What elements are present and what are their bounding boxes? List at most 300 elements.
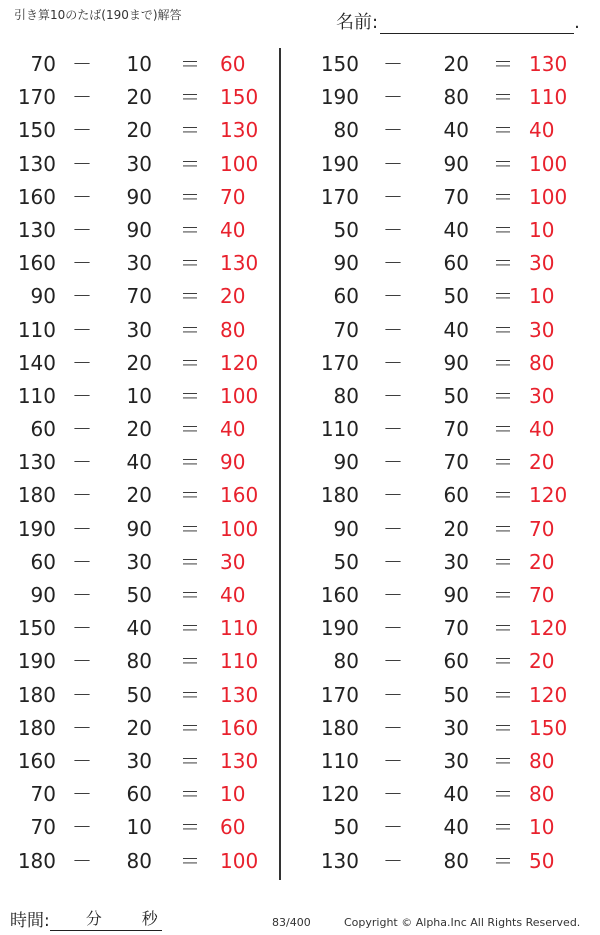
minus-sign: － bbox=[72, 815, 92, 840]
minus-sign: － bbox=[383, 251, 403, 276]
equals-sign: ＝ bbox=[493, 251, 513, 276]
worksheet-title: 引き算10のたば(190まで)解答 bbox=[14, 8, 182, 22]
subtrahend: 80 bbox=[126, 649, 152, 674]
subtrahend: 20 bbox=[126, 417, 152, 442]
minuend: 120 bbox=[320, 782, 359, 807]
equals-sign: ＝ bbox=[180, 616, 200, 641]
equals-sign: ＝ bbox=[180, 483, 200, 508]
equals-sign: ＝ bbox=[493, 616, 513, 641]
subtrahend: 10 bbox=[126, 815, 152, 840]
subtrahend: 80 bbox=[126, 848, 152, 873]
problem-row bbox=[281, 546, 600, 579]
subtrahend: 60 bbox=[443, 649, 469, 674]
minuend: 90 bbox=[30, 284, 56, 309]
problem-row bbox=[281, 280, 600, 313]
problem-row bbox=[0, 247, 279, 280]
minus-sign: － bbox=[72, 848, 92, 873]
subtrahend: 20 bbox=[443, 516, 469, 541]
minuend: 70 bbox=[333, 317, 359, 342]
answer: 120 bbox=[220, 350, 259, 375]
equals-sign: ＝ bbox=[180, 649, 200, 674]
answer: 100 bbox=[220, 383, 259, 408]
minus-sign: － bbox=[383, 782, 403, 807]
minus-sign: － bbox=[383, 52, 403, 76]
minus-sign: － bbox=[383, 383, 403, 408]
minuend: 130 bbox=[17, 450, 56, 475]
minus-sign: － bbox=[383, 583, 403, 607]
seconds-label: 秒 bbox=[141, 909, 158, 928]
minuend: 190 bbox=[17, 649, 56, 674]
minus-sign: － bbox=[383, 649, 403, 674]
subtrahend: 90 bbox=[126, 217, 152, 242]
answer: 30 bbox=[220, 549, 246, 574]
problem-row bbox=[281, 48, 600, 81]
problem-row bbox=[281, 645, 600, 678]
minus-sign: － bbox=[383, 815, 403, 840]
answer: 110 bbox=[220, 649, 259, 674]
problem-row bbox=[0, 114, 279, 147]
answer: 30 bbox=[529, 317, 555, 342]
subtrahend: 40 bbox=[126, 616, 152, 641]
minus-sign: － bbox=[383, 715, 403, 740]
equals-sign: ＝ bbox=[493, 383, 513, 408]
minus-sign: － bbox=[72, 450, 92, 475]
answer: 130 bbox=[220, 748, 259, 773]
subtrahend: 30 bbox=[126, 748, 152, 773]
equals-sign: ＝ bbox=[493, 85, 513, 110]
equals-sign: ＝ bbox=[493, 284, 513, 309]
minus-sign: － bbox=[72, 682, 92, 707]
answer: 150 bbox=[529, 715, 568, 740]
answer: 20 bbox=[529, 450, 555, 475]
minus-sign: － bbox=[383, 417, 403, 442]
equals-sign: ＝ bbox=[180, 118, 200, 143]
problem-row bbox=[0, 214, 279, 247]
minus-sign: － bbox=[72, 151, 92, 176]
subtrahend: 90 bbox=[443, 350, 469, 375]
equals-sign: ＝ bbox=[493, 815, 513, 840]
equals-sign: ＝ bbox=[493, 748, 513, 773]
minus-sign: － bbox=[72, 583, 92, 607]
equals-sign: ＝ bbox=[493, 782, 513, 807]
minuend: 160 bbox=[17, 748, 56, 773]
problem-row bbox=[281, 579, 600, 612]
equals-sign: ＝ bbox=[493, 848, 513, 873]
answer: 20 bbox=[529, 649, 555, 674]
answer: 160 bbox=[220, 715, 259, 740]
problem-row bbox=[281, 314, 600, 347]
problem-row bbox=[281, 247, 600, 280]
problem-row bbox=[0, 446, 279, 479]
minuend: 90 bbox=[333, 516, 359, 541]
answer: 10 bbox=[529, 815, 555, 840]
answer: 120 bbox=[529, 616, 568, 641]
subtrahend: 20 bbox=[126, 715, 152, 740]
subtrahend: 30 bbox=[443, 549, 469, 574]
problem-row bbox=[0, 413, 279, 446]
minuend: 110 bbox=[17, 383, 56, 408]
subtrahend: 40 bbox=[126, 450, 152, 475]
minuend: 60 bbox=[333, 284, 359, 309]
minuend: 160 bbox=[320, 583, 359, 607]
minuend: 110 bbox=[17, 317, 56, 342]
minus-sign: － bbox=[383, 848, 403, 873]
problem-row bbox=[281, 811, 600, 844]
minus-sign: － bbox=[72, 317, 92, 342]
minuend: 180 bbox=[17, 483, 56, 508]
equals-sign: ＝ bbox=[493, 483, 513, 508]
subtrahend: 50 bbox=[443, 682, 469, 707]
answer: 70 bbox=[529, 516, 555, 541]
equals-sign: ＝ bbox=[180, 450, 200, 475]
subtrahend: 40 bbox=[443, 815, 469, 840]
answer: 130 bbox=[220, 682, 259, 707]
minuend: 80 bbox=[333, 649, 359, 674]
equals-sign: ＝ bbox=[493, 151, 513, 176]
subtrahend: 70 bbox=[443, 184, 469, 209]
problem-row bbox=[281, 679, 600, 712]
equals-sign: ＝ bbox=[493, 450, 513, 475]
subtrahend: 40 bbox=[443, 217, 469, 242]
minuend: 130 bbox=[17, 151, 56, 176]
problem-row bbox=[0, 712, 279, 745]
minuend: 90 bbox=[333, 251, 359, 276]
minuend: 50 bbox=[333, 549, 359, 574]
answer: 80 bbox=[529, 350, 555, 375]
minus-sign: － bbox=[383, 483, 403, 508]
answer: 20 bbox=[529, 549, 555, 574]
problem-row bbox=[0, 546, 279, 579]
subtrahend: 80 bbox=[443, 848, 469, 873]
problem-row bbox=[281, 845, 600, 878]
page-number: 83/400 bbox=[272, 916, 311, 929]
equals-sign: ＝ bbox=[180, 815, 200, 840]
answer: 70 bbox=[529, 583, 555, 607]
problem-row bbox=[281, 347, 600, 380]
minus-sign: － bbox=[72, 715, 92, 740]
answer: 100 bbox=[220, 848, 259, 873]
answer: 160 bbox=[220, 483, 259, 508]
equals-sign: ＝ bbox=[493, 715, 513, 740]
minus-sign: － bbox=[72, 516, 92, 541]
subtrahend: 30 bbox=[126, 317, 152, 342]
problem-row bbox=[0, 845, 279, 878]
answer: 80 bbox=[529, 748, 555, 773]
minus-sign: － bbox=[383, 118, 403, 143]
equals-sign: ＝ bbox=[180, 52, 200, 76]
equals-sign: ＝ bbox=[493, 417, 513, 442]
minuend: 50 bbox=[333, 815, 359, 840]
equals-sign: ＝ bbox=[180, 583, 200, 607]
minuend: 170 bbox=[320, 350, 359, 375]
subtrahend: 20 bbox=[126, 483, 152, 508]
problem-row bbox=[0, 811, 279, 844]
equals-sign: ＝ bbox=[493, 317, 513, 342]
minus-sign: － bbox=[72, 417, 92, 442]
minus-sign: － bbox=[383, 450, 403, 475]
subtrahend: 70 bbox=[443, 616, 469, 641]
minus-sign: － bbox=[72, 350, 92, 375]
answer: 90 bbox=[220, 450, 246, 475]
minutes-label: 分 bbox=[85, 909, 102, 928]
minus-sign: － bbox=[383, 616, 403, 641]
problem-row bbox=[0, 479, 279, 512]
problem-row bbox=[0, 48, 279, 81]
minuend: 190 bbox=[320, 151, 359, 176]
subtrahend: 40 bbox=[443, 782, 469, 807]
answer: 50 bbox=[529, 848, 555, 873]
answer: 100 bbox=[220, 516, 259, 541]
problem-row bbox=[0, 280, 279, 313]
minus-sign: － bbox=[383, 284, 403, 309]
minuend: 180 bbox=[17, 848, 56, 873]
equals-sign: ＝ bbox=[493, 118, 513, 143]
minuend: 70 bbox=[30, 52, 56, 76]
minuend: 130 bbox=[17, 217, 56, 242]
problem-row bbox=[0, 745, 279, 778]
minuend: 90 bbox=[333, 450, 359, 475]
answer: 40 bbox=[220, 417, 246, 442]
problem-row bbox=[0, 380, 279, 413]
subtrahend: 90 bbox=[443, 151, 469, 176]
minus-sign: － bbox=[72, 52, 92, 76]
minuend: 110 bbox=[320, 748, 359, 773]
minus-sign: － bbox=[383, 350, 403, 375]
answer: 120 bbox=[529, 682, 568, 707]
answer: 70 bbox=[220, 184, 246, 209]
subtrahend: 90 bbox=[126, 184, 152, 209]
problem-row bbox=[0, 778, 279, 811]
minus-sign: － bbox=[72, 383, 92, 408]
subtrahend: 40 bbox=[443, 317, 469, 342]
problem-row bbox=[281, 114, 600, 147]
equals-sign: ＝ bbox=[180, 151, 200, 176]
subtrahend: 20 bbox=[443, 52, 469, 76]
minus-sign: － bbox=[383, 682, 403, 707]
minuend: 190 bbox=[320, 85, 359, 110]
answer: 100 bbox=[529, 184, 568, 209]
answer: 10 bbox=[529, 284, 555, 309]
equals-sign: ＝ bbox=[493, 682, 513, 707]
equals-sign: ＝ bbox=[180, 217, 200, 242]
subtrahend: 90 bbox=[443, 583, 469, 607]
problem-row bbox=[281, 712, 600, 745]
minuend: 130 bbox=[320, 848, 359, 873]
minuend: 60 bbox=[30, 549, 56, 574]
subtrahend: 60 bbox=[443, 251, 469, 276]
time-field bbox=[10, 906, 162, 931]
minus-sign: － bbox=[72, 782, 92, 807]
problem-row bbox=[0, 148, 279, 181]
minus-sign: － bbox=[72, 616, 92, 641]
time-blank-line[interactable] bbox=[50, 910, 162, 931]
minus-sign: － bbox=[383, 549, 403, 574]
answer: 150 bbox=[220, 85, 259, 110]
name-field bbox=[336, 8, 580, 34]
minus-sign: － bbox=[72, 184, 92, 209]
minus-sign: － bbox=[383, 748, 403, 773]
answer: 130 bbox=[529, 52, 568, 76]
problem-row bbox=[281, 446, 600, 479]
subtrahend: 50 bbox=[126, 583, 152, 607]
problem-row bbox=[0, 513, 279, 546]
equals-sign: ＝ bbox=[180, 251, 200, 276]
minuend: 190 bbox=[17, 516, 56, 541]
subtrahend: 90 bbox=[126, 516, 152, 541]
equals-sign: ＝ bbox=[493, 217, 513, 242]
equals-sign: ＝ bbox=[493, 516, 513, 541]
problem-row bbox=[281, 148, 600, 181]
minuend: 70 bbox=[30, 815, 56, 840]
problem-row bbox=[281, 81, 600, 114]
minuend: 180 bbox=[320, 715, 359, 740]
subtrahend: 30 bbox=[126, 549, 152, 574]
answer: 120 bbox=[529, 483, 568, 508]
equals-sign: ＝ bbox=[180, 748, 200, 773]
minuend: 180 bbox=[17, 682, 56, 707]
minuend: 170 bbox=[320, 682, 359, 707]
minus-sign: － bbox=[72, 549, 92, 574]
equals-sign: ＝ bbox=[180, 715, 200, 740]
subtrahend: 30 bbox=[443, 715, 469, 740]
subtrahend: 30 bbox=[126, 251, 152, 276]
equals-sign: ＝ bbox=[180, 417, 200, 442]
minuend: 190 bbox=[320, 616, 359, 641]
copyright-text: Copyright © Alpha.Inc All Rights Reserved. bbox=[344, 916, 581, 929]
minuend: 90 bbox=[30, 583, 56, 607]
answer: 130 bbox=[220, 118, 259, 143]
minus-sign: － bbox=[383, 184, 403, 209]
subtrahend: 40 bbox=[443, 118, 469, 143]
minus-sign: － bbox=[72, 748, 92, 773]
equals-sign: ＝ bbox=[493, 184, 513, 209]
equals-sign: ＝ bbox=[180, 284, 200, 309]
answer: 110 bbox=[220, 616, 259, 641]
problem-row bbox=[0, 579, 279, 612]
equals-sign: ＝ bbox=[493, 649, 513, 674]
problem-row bbox=[0, 347, 279, 380]
problem-row bbox=[281, 380, 600, 413]
problem-row bbox=[0, 181, 279, 214]
answer: 30 bbox=[529, 251, 555, 276]
minuend: 160 bbox=[17, 251, 56, 276]
minus-sign: － bbox=[72, 217, 92, 242]
problem-row bbox=[281, 612, 600, 645]
subtrahend: 30 bbox=[126, 151, 152, 176]
minus-sign: － bbox=[383, 516, 403, 541]
problem-row bbox=[281, 181, 600, 214]
minuend: 140 bbox=[17, 350, 56, 375]
minus-sign: － bbox=[383, 217, 403, 242]
subtrahend: 50 bbox=[443, 284, 469, 309]
equals-sign: ＝ bbox=[180, 184, 200, 209]
equals-sign: ＝ bbox=[180, 516, 200, 541]
equals-sign: ＝ bbox=[180, 350, 200, 375]
equals-sign: ＝ bbox=[180, 782, 200, 807]
equals-sign: ＝ bbox=[493, 52, 513, 76]
answer: 60 bbox=[220, 815, 246, 840]
equals-sign: ＝ bbox=[180, 848, 200, 873]
minuend: 110 bbox=[320, 417, 359, 442]
minuend: 60 bbox=[30, 417, 56, 442]
problem-row bbox=[0, 81, 279, 114]
name-label: 名前: bbox=[336, 12, 379, 33]
name-blank-line[interactable] bbox=[380, 15, 574, 34]
minus-sign: － bbox=[72, 118, 92, 143]
answer: 40 bbox=[220, 217, 246, 242]
answer: 60 bbox=[220, 52, 246, 76]
equals-sign: ＝ bbox=[180, 85, 200, 110]
minuend: 80 bbox=[333, 383, 359, 408]
problem-row bbox=[0, 314, 279, 347]
answer: 40 bbox=[529, 417, 555, 442]
subtrahend: 10 bbox=[126, 52, 152, 76]
answer: 40 bbox=[220, 583, 246, 607]
minuend: 70 bbox=[30, 782, 56, 807]
minuend: 150 bbox=[320, 52, 359, 76]
name-end-mark: . bbox=[574, 12, 580, 33]
minuend: 180 bbox=[17, 715, 56, 740]
answer: 80 bbox=[529, 782, 555, 807]
minus-sign: － bbox=[72, 483, 92, 508]
answer: 130 bbox=[220, 251, 259, 276]
answer: 20 bbox=[220, 284, 246, 309]
minus-sign: － bbox=[72, 649, 92, 674]
subtrahend: 60 bbox=[126, 782, 152, 807]
minus-sign: － bbox=[72, 85, 92, 110]
problem-row bbox=[0, 645, 279, 678]
minuend: 150 bbox=[17, 616, 56, 641]
subtrahend: 30 bbox=[443, 748, 469, 773]
problem-row bbox=[281, 413, 600, 446]
minuend: 180 bbox=[320, 483, 359, 508]
minus-sign: － bbox=[383, 85, 403, 110]
problem-row bbox=[281, 479, 600, 512]
subtrahend: 20 bbox=[126, 118, 152, 143]
subtrahend: 60 bbox=[443, 483, 469, 508]
time-label: 時間: bbox=[10, 911, 50, 931]
minuend: 170 bbox=[17, 85, 56, 110]
answer: 10 bbox=[529, 217, 555, 242]
answer: 40 bbox=[529, 118, 555, 143]
equals-sign: ＝ bbox=[180, 682, 200, 707]
subtrahend: 10 bbox=[126, 383, 152, 408]
equals-sign: ＝ bbox=[493, 350, 513, 375]
minuend: 80 bbox=[333, 118, 359, 143]
answer: 100 bbox=[529, 151, 568, 176]
minuend: 160 bbox=[17, 184, 56, 209]
answer: 10 bbox=[220, 782, 246, 807]
minuend: 170 bbox=[320, 184, 359, 209]
answer: 110 bbox=[529, 85, 568, 110]
problem-row bbox=[0, 679, 279, 712]
subtrahend: 20 bbox=[126, 350, 152, 375]
problem-row bbox=[281, 513, 600, 546]
left-problem-column bbox=[0, 48, 279, 878]
subtrahend: 70 bbox=[126, 284, 152, 309]
answer: 80 bbox=[220, 317, 246, 342]
subtrahend: 50 bbox=[443, 383, 469, 408]
minus-sign: － bbox=[383, 317, 403, 342]
equals-sign: ＝ bbox=[180, 383, 200, 408]
subtrahend: 70 bbox=[443, 417, 469, 442]
right-problem-column bbox=[281, 48, 600, 878]
problem-row bbox=[281, 778, 600, 811]
subtrahend: 70 bbox=[443, 450, 469, 475]
answer: 100 bbox=[220, 151, 259, 176]
equals-sign: ＝ bbox=[493, 583, 513, 607]
minuend: 150 bbox=[17, 118, 56, 143]
